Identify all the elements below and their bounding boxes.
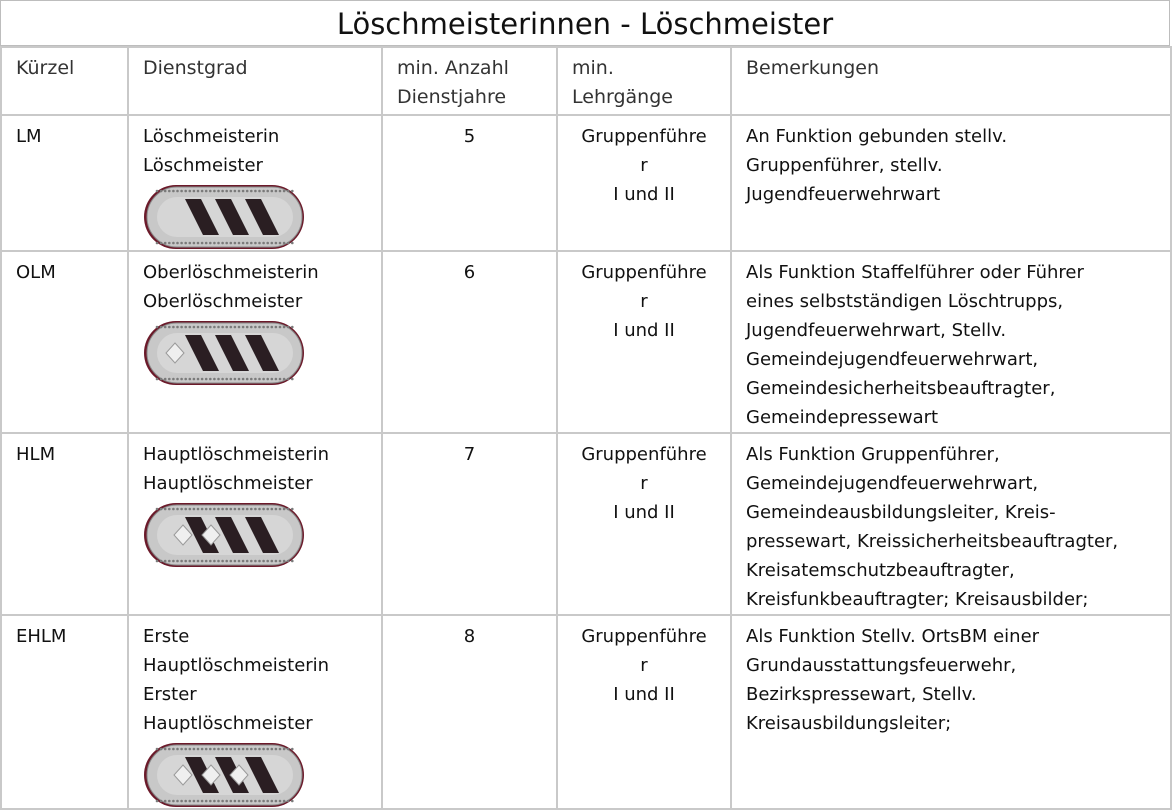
- cell-dienstgrad: Oberlöschmeisterin Oberlöschmeister: [128, 251, 382, 433]
- cell-lehrgaenge: Gruppenführe r I und II: [557, 115, 731, 251]
- table-row: [1, 433, 1171, 615]
- cell-bemerkungen: An Funktion gebunden stellv. Gruppenführer, stellv. Jugendfeuerwehrwart: [731, 115, 1171, 251]
- cell-dienstjahre: 6: [382, 251, 557, 433]
- cell-bemerkungen: Als Funktion Staffelführer oder Führer eines selbstständigen Löschtrupps, Jugendfeuerwehrwart, Stellv. Gemeindejugendfeuerwehrwart, Gemeindesicherheitsbeauftragter, Gemeindepressewart: [731, 251, 1171, 433]
- rank-badge-icon: [143, 502, 305, 568]
- cell-dienstjahre: 8: [382, 615, 557, 809]
- cell-dienstgrad: Erste Hauptlöschmeisterin Erster Hauptlöschmeister: [128, 615, 382, 809]
- rank-badge-icon: [143, 184, 305, 250]
- header-lehrgaenge: min. Lehrgänge: [557, 47, 731, 115]
- cell-dienstjahre: 7: [382, 433, 557, 615]
- header-dienstgrad: Dienstgrad: [128, 47, 382, 115]
- header-row: [1, 47, 1171, 115]
- cell-dienstgrad: Löschmeisterin Löschmeister: [128, 115, 382, 251]
- rank-table: [0, 46, 1172, 810]
- cell-lehrgaenge: Gruppenführe r I und II: [557, 251, 731, 433]
- header-bemerkungen: Bemerkungen: [731, 47, 1171, 115]
- table-row: [1, 615, 1171, 809]
- rank-badge-icon: [143, 320, 305, 386]
- header-kuerzel: Kürzel: [1, 47, 128, 115]
- cell-lehrgaenge: Gruppenführe r I und II: [557, 433, 731, 615]
- cell-dienstjahre: 5: [382, 115, 557, 251]
- cell-bemerkungen: Als Funktion Gruppenführer, Gemeindejugendfeuerwehrwart, Gemeindeausbildungsleiter, Kreis- pressewart, Kreissicherheitsbeauftragter, Kreisatemschutzbeauftragter, Kreisfunkbeauftragter; Kreisausbilder;: [731, 433, 1171, 615]
- header-dienstjahre: min. Anzahl Dienstjahre: [382, 47, 557, 115]
- table-row: [1, 251, 1171, 433]
- cell-dienstgrad: Hauptlöschmeisterin Hauptlöschmeister: [128, 433, 382, 615]
- page-title: Löschmeisterinnen - Löschmeister: [0, 0, 1170, 46]
- rank-badge-icon: [143, 742, 305, 808]
- cell-kuerzel: LM: [1, 115, 128, 251]
- cell-bemerkungen: Als Funktion Stellv. OrtsBM einer Grundausstattungsfeuerwehr, Bezirkspressewart, Stellv. Kreisausbildungsleiter;: [731, 615, 1171, 809]
- cell-lehrgaenge: Gruppenführe r I und II: [557, 615, 731, 809]
- table-row: [1, 115, 1171, 251]
- cell-kuerzel: HLM: [1, 433, 128, 615]
- cell-kuerzel: EHLM: [1, 615, 128, 809]
- cell-kuerzel: OLM: [1, 251, 128, 433]
